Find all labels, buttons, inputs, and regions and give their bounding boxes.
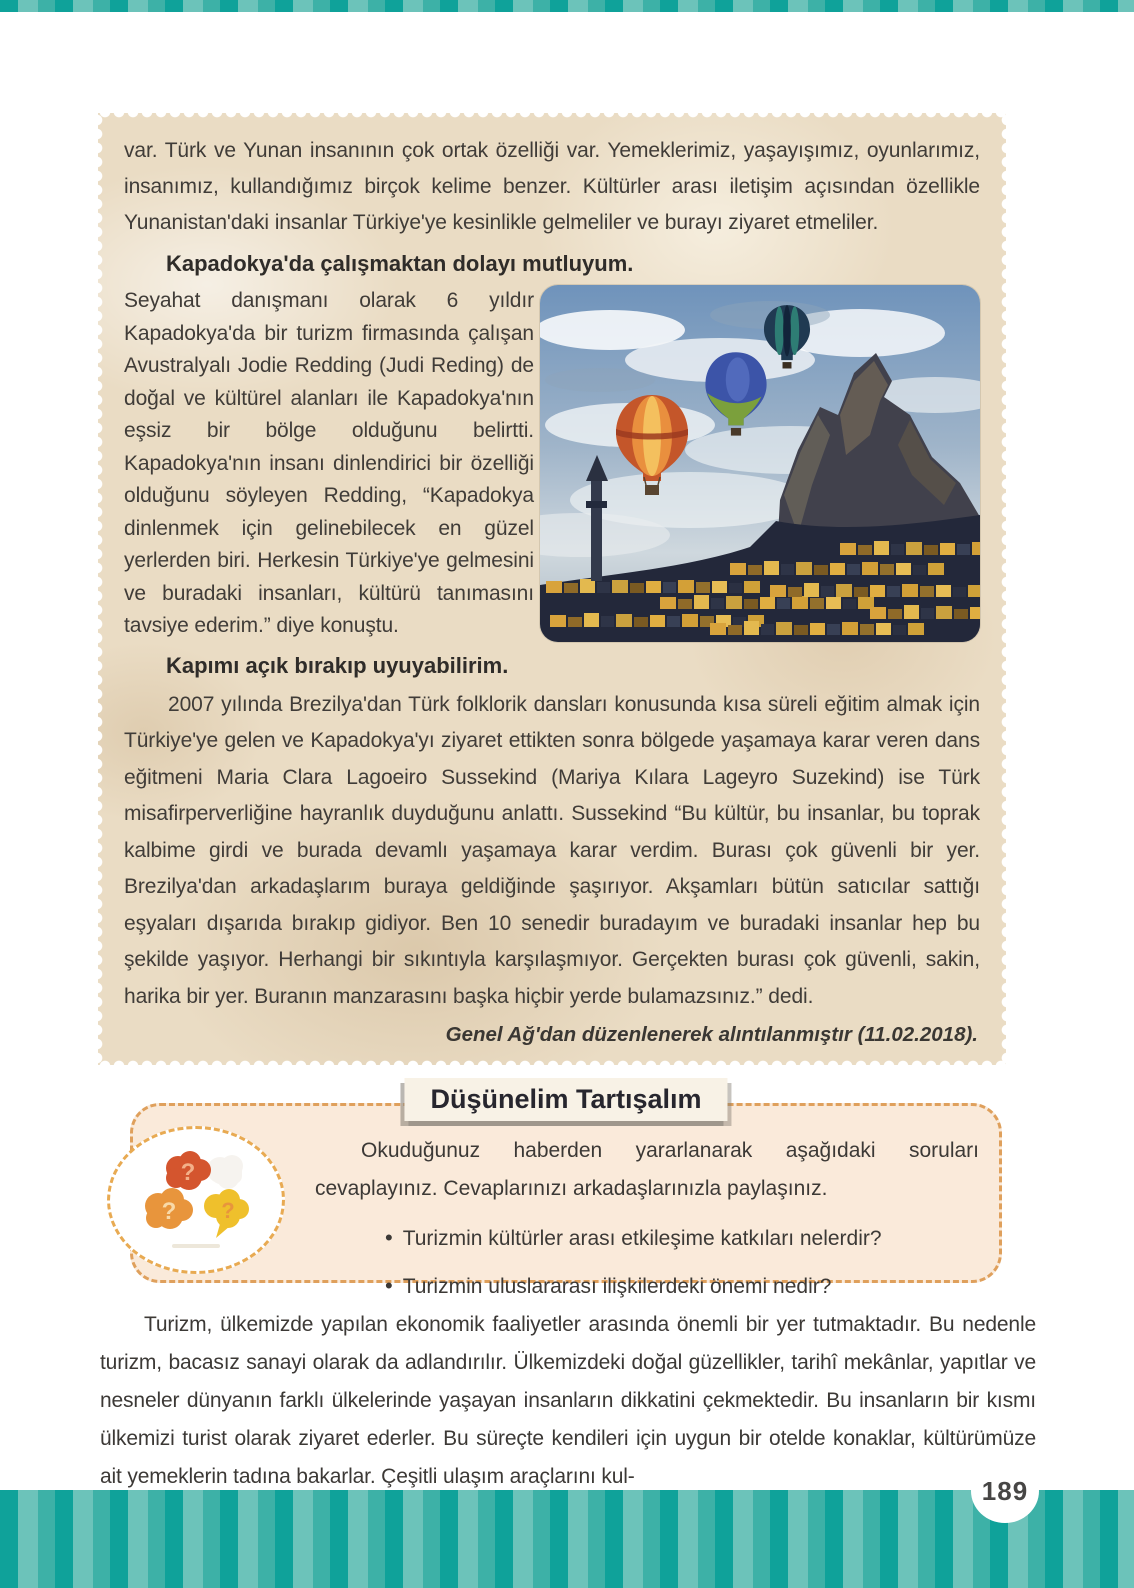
cappadocia-balloons-photo xyxy=(540,285,980,642)
discussion-title: Düşünelim Tartışalım xyxy=(404,1078,727,1121)
question-bubbles-icon xyxy=(107,1126,285,1274)
article-heading-2: Kapımı açık bırakıp uyuyabilirim. xyxy=(166,652,509,678)
discussion-question-1: • Turizmin kültürler arası etkileşime katkıları nelerdir? xyxy=(385,1225,882,1250)
svg-text:?: ? xyxy=(221,1198,235,1223)
page-number-bubble xyxy=(971,1459,1039,1523)
discussion-intro: Okuduğunuz haberden yararlanarak aşağıdaki soruları cevaplayınız. Cevaplarınızı arkadaşlarınızla paylaşınız. xyxy=(315,1139,979,1200)
article-heading-1: Kapadokya'da çalışmaktan dolayı mutluyum. xyxy=(166,251,634,276)
orange-question-bubble xyxy=(145,1188,193,1229)
closing-paragraph: Turizm, ülkemizde yapılan ekonomik faaliyetler arasında önemli bir yer tutmaktadır. Bu nedenle turizm, bacasız sanayi olarak da adlandırılır. Ülkemizdeki doğal güzellikler, tarihî mekânlar, yapıtlar ve nesneler dünyanın farklı ülkelerinde yaşayan insanların dikkatini çekmektedir. Bu insanların bir kısmı ülkemizi turist olarak ziyaret ederler. Bu süreçte kendileri için uygun bir otelde konaklar, kültürümüze ait yemeklerin tadına bakarlar. Çeşitli ulaşım araçlarını kul- xyxy=(100,1313,1036,1488)
bullet-icon: • xyxy=(385,1225,393,1250)
article-reporter-paragraph: Seyahat danışmanı olarak 6 yıldır Kapadokya'da bir turizm firmasında çalışan Avustralyalı Jodie Redding (Judi Reding) de doğal ve kültürel alanları ile Kapadokya'nın eşsiz bir bölge olduğunu belirtti. Kapadokya'nın insanı dinlendirici bir özelliği olduğunu söyleyen Redding, “Kapadokya dinlenmek için gelinebilecek en güzel yerlerden biri. Herkesin Türkiye'ye gelmesini ve buradaki insanları, kültürü tanımasını tavsiye ederim.” diye konuştu. xyxy=(124,289,534,637)
bullet-icon: • xyxy=(385,1273,393,1298)
bottom-border-stripes xyxy=(0,1490,1134,1588)
page-number: 189 xyxy=(981,1475,1029,1506)
deckle-edge-bottom xyxy=(98,1055,1006,1066)
top-border-stripes xyxy=(0,0,1134,12)
discussion-box xyxy=(130,1084,1002,1298)
red-question-bubble xyxy=(166,1151,211,1190)
discussion-question-2: • Turizmin uluslararası ilişkilerdeki önemi nedir? xyxy=(385,1273,832,1298)
source-attribution: Genel Ağ'dan düzenlenerek alıntılanmıştır (11.02.2018). xyxy=(445,1023,978,1046)
cappadocia-photo-illustration xyxy=(540,285,980,642)
article-continuation-paragraph: var. Türk ve Yunan insanının çok ortak özelliği var. Yemeklerimiz, yaşayışımız, oyunlarımız, insanımız, kullandığımız birçok kelime benzer. Kültürler arası iletişim açısından özellikle Yunanistan'daki insanlar Türkiye'ye kesinlikle gelmeliler ve burayı ziyaret etmeliler. xyxy=(124,139,980,234)
deckle-edge-left xyxy=(97,113,108,1065)
svg-text:?: ? xyxy=(180,1159,196,1186)
article-brazil-paragraph: 2007 yılında Brezilya'dan Türk folklorik dansları konusunda kısa süreli eğitim almak için Türkiye'ye gelen ve Kapadokya'yı ziyaret ettikten sonra bölgede yaşamaya karar veren dans eğitmeni Maria Clara Lagoeiro Sussekind (Mariya Kılara Lageyro Suzekind) ise Türk misafirperverliğine hayranlık duyduğunu anlattı. Sussekind “Bu kültür, bu insanlar, bu toprak kalbime girdi ve burada devamlı yaşamaya karar verdim. Burası çok güvenli bir yer. Brezilya'dan arkadaşlarım buraya geldiğinde şaşırıyor. Akşamları bütün satıcılar sattığı eşyaları dışarıda bırakıp gidiyor. Ben 10 senedir buradayım ve buradaki insanlar hep bu şekilde yaşıyor. Herhangi bir sıkıntıyla karşılaşmıyor. Gerçekten burası çok güvenli, sakin, harika bir yer. Buranın manzarasını başka hiçbir yerde bulamazsınız.” dedi. xyxy=(124,692,980,1008)
discussion-question-list xyxy=(385,1214,882,1310)
yellow-question-bubble xyxy=(204,1189,249,1238)
svg-text:?: ? xyxy=(161,1198,177,1225)
deckle-edge-right xyxy=(996,113,1007,1065)
deckle-edge-top xyxy=(98,112,1006,123)
article-two-column-block xyxy=(124,285,980,643)
news-article-parchment xyxy=(98,113,1006,1065)
